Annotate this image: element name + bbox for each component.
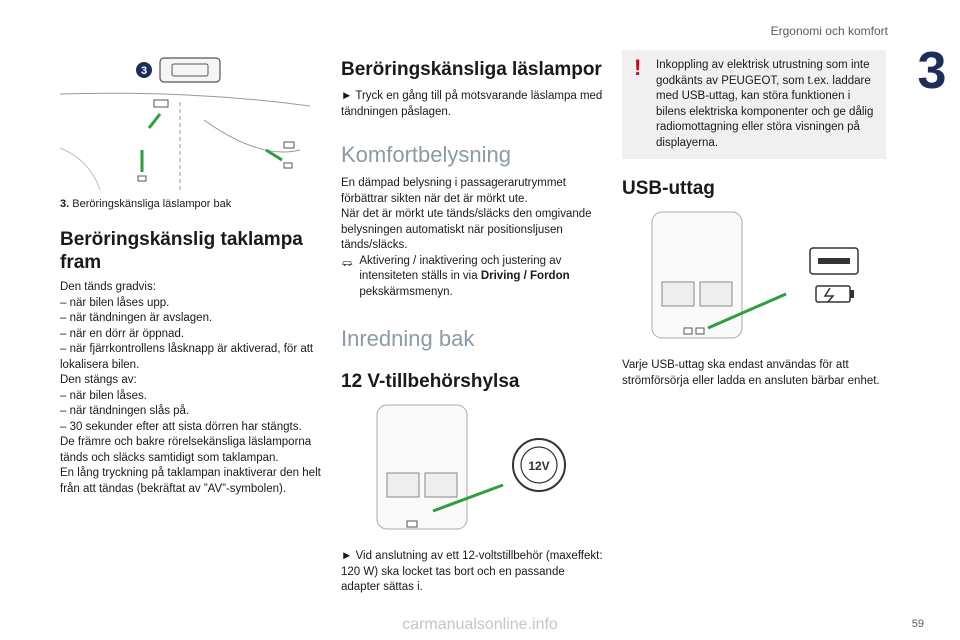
warning-icon: !	[634, 55, 642, 80]
vent-right	[425, 473, 457, 497]
column-left	[60, 50, 322, 497]
figure-marker-label: 3	[140, 65, 148, 77]
usb-port-right	[696, 328, 704, 334]
page-number: 59	[911, 618, 924, 630]
charging-icon	[816, 286, 850, 302]
chapter-number: 3	[904, 44, 960, 98]
console-rear	[377, 405, 467, 529]
figure-rear-reading-lamps	[60, 50, 322, 210]
laslampor-body: ► Tryck en gång till på motsvarande läslampa med tändningen påslagen.	[341, 90, 603, 118]
heading-inredning-bak: Inredning bak	[341, 326, 475, 351]
caption-number: 3.	[60, 198, 70, 210]
vent-left	[387, 473, 419, 497]
lamp-rear-right	[284, 142, 294, 148]
vent-right	[700, 282, 732, 306]
column-middle	[341, 50, 603, 596]
taklampa-body: Den tänds gradvis: – när bilen låses upp. – när tändningen är avslagen. – när en dörr är öppnad. – när fjärrkontrollens låsknapp är aktiverad, för att lokalisera bilen. Den stängs av: – när bilen låses. – när tändningen slås på. – 30 sekunder efter att sista dörren har stängts. De främre och bakre rörelsekänsliga läslamporna tänds och släcks samtidigt som taklampan. En lång tryckning på taklampan inaktiverar den helt från att tändas (bekräftat av ”AV”-symbolen).	[60, 281, 321, 495]
rear-lamps-illustration	[60, 50, 322, 190]
heading-komfortbelysning: Komfortbelysning	[341, 142, 511, 167]
note-menu-path: Driving / Fordon	[480, 270, 570, 282]
socket-label: 12V	[528, 459, 550, 473]
komfort-body: En dämpad belysning i passagerarutrymmet förbättrar sikten när det är mörkt ute. När det är mörkt ute tänds/släcks den omgivande belysningen automatiskt när positionsljusen tänds/släcks.	[341, 177, 592, 251]
heading-beroringskanslig-taklampa: Beröringskänslig taklampa fram	[60, 229, 303, 273]
figure-12v-socket	[341, 399, 603, 539]
figure-caption	[60, 198, 322, 210]
vent-left	[662, 282, 694, 306]
usb-illustration	[622, 208, 886, 348]
roof-line	[60, 93, 310, 106]
usb-port-left	[684, 328, 692, 334]
socket-location	[407, 521, 417, 527]
lamp-rear-left	[154, 100, 168, 107]
note-prefix: Aktivering / inaktivering och justering av intensiteten ställs in via	[359, 254, 562, 282]
header-title: Ergonomi och komfort	[770, 24, 888, 38]
warning-text: Inkoppling av elektrisk utrustning som inte godkänts av PEUGEOT, som t.ex. laddare med USB-uttag, kan störa funktionen i bilens elektriska komponenter och ge dålig radiomottagning eller störa visningen på displayerna.	[656, 59, 874, 149]
column-right	[622, 50, 886, 389]
usb-body: Varje USB-uttag ska endast användas för att strömförsörja eller ladda en ansluten bärbar enhet.	[622, 359, 880, 387]
arrow-lamp-left	[149, 114, 160, 128]
lamp-unit-zoom	[160, 58, 220, 82]
note-suffix: pekskärmsmenyn.	[359, 285, 453, 298]
komfort-note	[341, 254, 603, 301]
heading-beroringskansliga-laslampor: Beröringskänsliga läslampor	[341, 59, 602, 80]
heading-usb-uttag: USB-uttag	[622, 178, 715, 199]
12v-illustration	[341, 399, 603, 539]
car-settings-icon	[341, 254, 353, 272]
lamp-small-right	[284, 163, 292, 168]
12v-body: ► Vid anslutning av ett 12-voltstillbehör (maxeffekt: 120 W) ska locket tas bort och en passande adapter sättas i.	[341, 550, 603, 593]
watermark: carmanualsonline.info	[402, 616, 558, 633]
figure-usb	[622, 208, 886, 348]
heading-12v-tillbehorshylsa: 12 V-tillbehörshylsa	[341, 371, 520, 392]
caption-text: Beröringskänsliga läslampor bak	[72, 198, 232, 210]
seat-outline	[60, 148, 100, 190]
komfort-note-text	[359, 254, 603, 301]
lamp-small-left	[138, 176, 146, 181]
warning-box	[622, 50, 886, 159]
